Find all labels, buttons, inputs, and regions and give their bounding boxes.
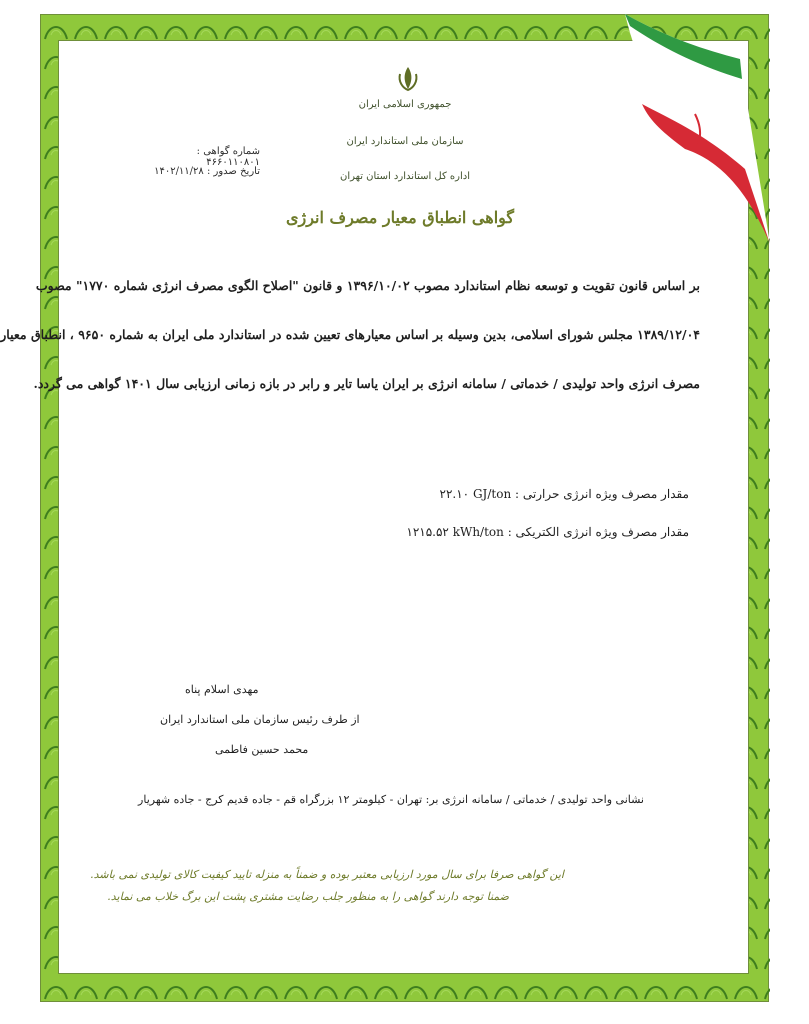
office-header: اداره کل استاندارد استان تهران <box>339 171 471 182</box>
electric-energy-metric: ۱۲۱۵.۵۲ kWh/ton مقدار مصرف ویژه انرژی الکتریکی : <box>406 525 689 539</box>
unit-address: نشانی واحد تولیدی / خدماتی / سامانه انرژی بر: تهران - کیلومتر ۱۲ بزرگراه قم - جاده قدیم کرج - جاده شهریار <box>138 793 644 806</box>
footer-note-line-1: این گواهی صرفا برای سال مورد ارزیابی معتبر بوده و ضمناً به منزله تایید کیفیت کالای تولیدی نمی باشد. <box>90 868 564 881</box>
issue-date: تاریخ صدور : ۱۴۰۲/۱۱/۲۸ <box>154 166 260 177</box>
thermal-energy-metric: ۲۲.۱۰ GJ/ton مقدار مصرف ویژه انرژی حرارتی : <box>439 487 689 501</box>
iran-emblem-icon <box>393 64 423 94</box>
republic-header: جمهوری اسلامی ایران <box>358 99 452 110</box>
iran-flag-graphic <box>600 14 770 244</box>
certificate-title: گواهی انطباق معیار مصرف انرژی <box>285 208 515 227</box>
footer-note-line-2: ضمنا توجه دارند گواهی را به منظور جلب رضایت مشتری پشت این برگ خلاب می نماید. <box>107 890 509 903</box>
organization-header: سازمان ملی استاندارد ایران <box>346 136 464 147</box>
signature-line-1: از طرف رئیس سازمان ملی استاندارد ایران <box>160 713 360 726</box>
certificate-number: شماره گواهی : ۴۶۶۰۱۱۰۸۰۱ <box>196 146 260 168</box>
signature-line-2: محمد حسین فاطمی <box>215 743 309 756</box>
signatory-name: مهدی اسلام پناه <box>185 683 259 696</box>
